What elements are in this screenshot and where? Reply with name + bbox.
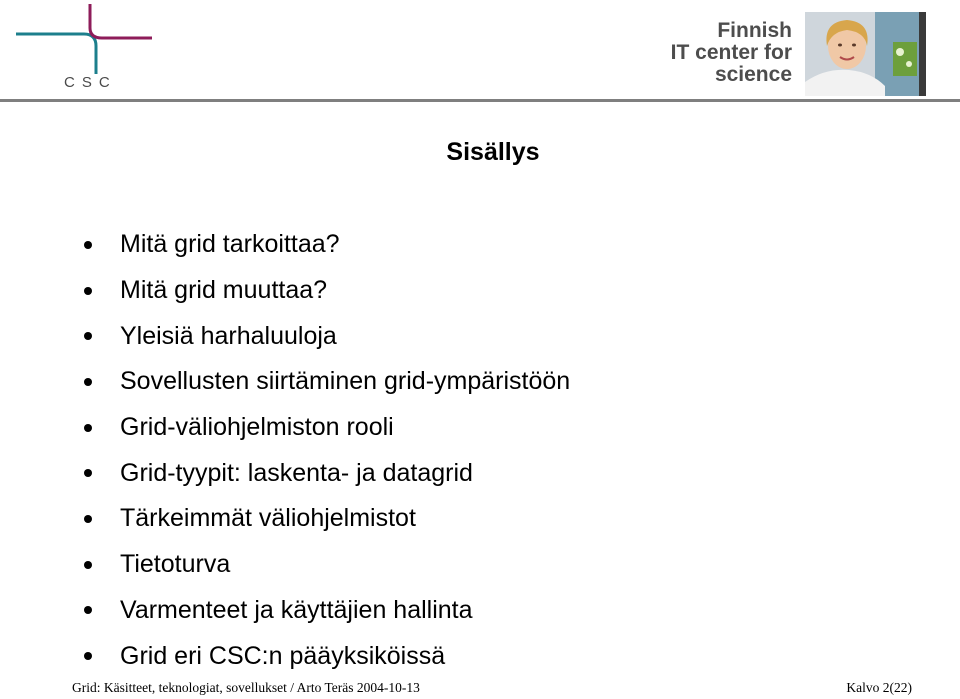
bullet-list [82,222,570,679]
list-item-text: Mitä grid muuttaa? [120,276,328,305]
list-item [82,542,570,588]
bullet-icon [84,378,92,386]
list-item [82,450,570,496]
organization-name-line-3: science [714,63,792,86]
photo-person-icon [805,12,926,96]
list-item-text: Tietoturva [120,550,231,579]
list-item [82,633,570,679]
list-item-text: Grid-tyypit: laskenta- ja datagrid [120,458,473,487]
bullet-icon [84,424,92,432]
bullet-icon [84,652,92,660]
header-divider [0,99,960,102]
bullet-icon [84,561,92,569]
list-item-text: Varmenteet ja käyttäjien hallinta [120,595,473,624]
list-item-text: Yleisiä harhaluuloja [120,321,337,350]
list-item-text: Grid eri CSC:n pääyksiköissä [120,641,446,670]
organization-name-line-2: IT center for [670,41,792,64]
slide-title: Sisällys [446,138,540,166]
organization-name [640,20,792,86]
bullet-icon [84,332,92,340]
bullet-icon [84,241,92,249]
csc-logo-icon [14,4,154,74]
bullet-icon [84,287,92,295]
list-item-text: Mitä grid tarkoittaa? [120,230,340,259]
list-item [82,496,570,542]
list-item [82,313,570,359]
list-item [82,222,570,268]
bullet-icon [84,469,92,477]
list-item [82,268,570,314]
list-item-text: Sovellusten siirtäminen grid-ympäristöön [120,367,571,396]
list-item-text: Tärkeimmät väliohjelmistot [120,504,416,533]
bullet-icon [84,606,92,614]
list-item [82,359,570,405]
header-photo [805,12,926,96]
list-item [82,405,570,451]
list-item-text: Grid-väliohjelmiston rooli [120,413,394,442]
csc-logo-text: CSC [64,74,117,91]
list-item [82,588,570,634]
footer-caption: Grid: Käsitteet, teknologiat, sovellukset / Arto Teräs 2004-10-13 [72,680,420,695]
bullet-icon [84,515,92,523]
slide-number: Kalvo 2(22) [846,680,912,695]
organization-name-line-1: Finnish [717,19,792,42]
